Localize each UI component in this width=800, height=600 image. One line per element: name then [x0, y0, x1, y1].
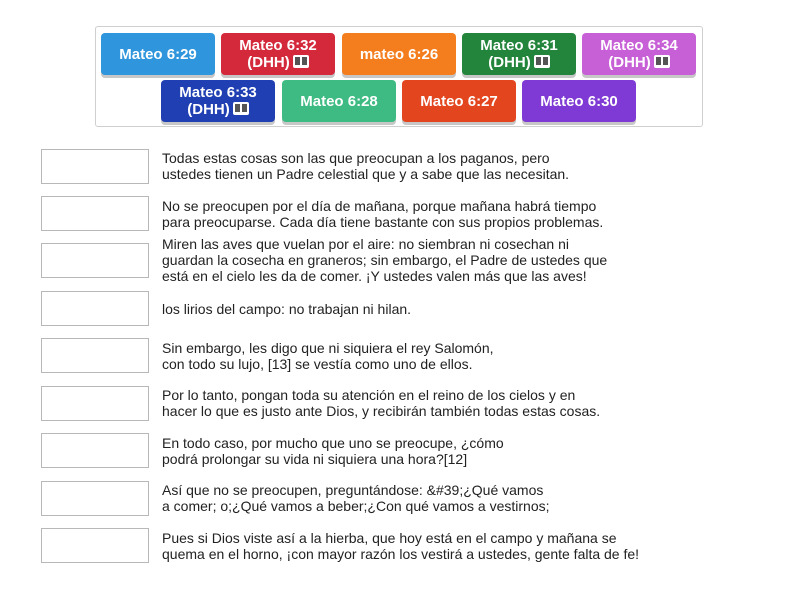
clue-text: Así que no se preocupen, preguntándose: &#39;¿Qué vamos a comer; o;¿Qué vamos a beber;¿Con qué vamos a vestirnos; — [162, 482, 550, 514]
clue-text: En todo caso, por mucho que uno se preocupe, ¿cómo podrá prolongar su vida ni siquiera una hora?[12] — [162, 435, 504, 467]
answer-tile[interactable] — [402, 80, 516, 122]
clue-text: los lirios del campo: no trabajan ni hilan. — [162, 301, 412, 317]
book-icon — [233, 102, 249, 115]
answer-tile[interactable] — [282, 80, 396, 122]
drop-slot[interactable] — [41, 243, 149, 278]
tile-label: Mateo 6:31 (DHH) — [480, 37, 558, 71]
tile-label: Mateo 6:29 — [119, 45, 197, 63]
drop-slot[interactable] — [41, 149, 149, 184]
drop-slot[interactable] — [41, 196, 149, 231]
book-icon — [534, 55, 550, 68]
clue-text: Todas estas cosas son las que preocupan a los paganos, pero ustedes tienen un Padre celestial que y a sabe que las necesitan. — [162, 150, 570, 182]
answer-tile[interactable] — [161, 80, 275, 122]
clue-text: Sin embargo, les digo que ni siquiera el rey Salomón, con todo su lujo, [13] se vestía como uno de ellos. — [162, 340, 494, 372]
drop-slot[interactable] — [41, 291, 149, 326]
tile-label: mateo 6:26 — [359, 45, 439, 63]
drop-slot[interactable] — [41, 481, 149, 516]
tile-label: Mateo 6:33 (DHH) — [179, 84, 257, 118]
tile-label: Mateo 6:30 — [540, 92, 618, 110]
drop-slot[interactable] — [41, 338, 149, 373]
answer-tile[interactable] — [342, 33, 456, 75]
answer-tile[interactable] — [101, 33, 215, 75]
book-icon — [293, 55, 309, 68]
book-icon — [654, 55, 670, 68]
drop-slot[interactable] — [41, 433, 149, 468]
tile-label: Mateo 6:28 — [300, 92, 378, 110]
tile-label: Mateo 6:32 (DHH) — [239, 37, 317, 71]
drop-slot[interactable] — [41, 528, 149, 563]
clue-text: Miren las aves que vuelan por el aire: no siembran ni cosechan ni guardan la cosecha en graneros; sin embargo, el Padre de ustedes que está en el cielo les da de comer. ¡Y ustedes valen más que las aves! — [162, 236, 608, 284]
clue-text: Pues si Dios viste así a la hierba, que hoy está en el campo y mañana se quema en el horno, ¡con mayor razón los vestirá a ustedes, gente falta de fe! — [162, 530, 640, 562]
answer-tile[interactable] — [582, 33, 696, 75]
clue-text: Por lo tanto, pongan toda su atención en el reino de los cielos y en hacer lo que es justo ante Dios, y recibirán también todas estas cosas. — [162, 387, 601, 419]
clue-text: No se preocupen por el día de mañana, porque mañana habrá tiempo para preocuparse. Cada día tiene bastante con sus propios problemas. — [162, 198, 604, 230]
answer-tile[interactable] — [462, 33, 576, 75]
drop-slot[interactable] — [41, 386, 149, 421]
answer-tile[interactable] — [522, 80, 636, 122]
answer-tile[interactable] — [221, 33, 335, 75]
tile-label: Mateo 6:27 — [420, 92, 498, 110]
tile-label: Mateo 6:34 (DHH) — [600, 37, 678, 71]
